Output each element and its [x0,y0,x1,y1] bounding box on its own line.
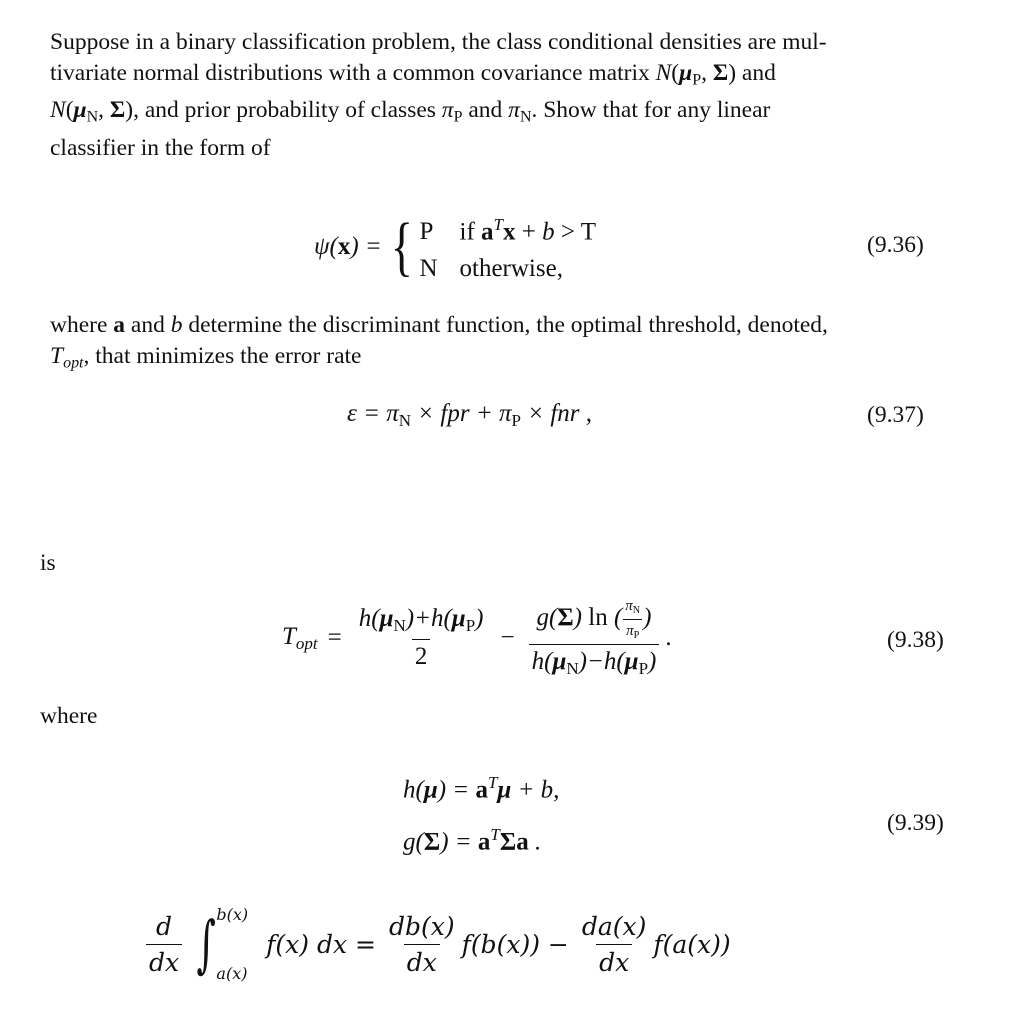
eq939-line-2: $g(\Sigma) = a^T\Sigma a$ . [403,825,542,856]
integral-upper-limit: b(x) [216,905,249,924]
eq938-frac1-den: 2 [412,639,431,671]
equation-9-36 [314,206,596,287]
eq938-frac2-num: g(Σ) ln ( $\frac{\pi_N}{\pi_P}$ ) [536,598,652,641]
equation-9-39 [403,760,559,865]
intro-line-3: $N(\mu_N$, Σ), and prior probability of classes $\pi_P$ and $\pi_N$. Show that for any linear [50,97,771,126]
eq938-lhs: $T_{opt}$ [282,622,318,653]
eq939-line-1: $h(\mu) = a^T\mu + b$, [403,773,560,804]
middle-paragraph [50,310,934,378]
integral-lower-limit: a(x) [216,964,248,983]
equation-number-9-38: (9.38) [887,627,944,653]
equation-number-9-39: (9.39) [887,810,944,836]
intro-paragraph [50,27,934,164]
eq938-frac2-den: $h(\mu_N)-h(\mu_P)$ [529,644,660,679]
leibniz-d-dx: $\frac{d}{dx}$ [146,912,182,977]
leibniz-db-dx: $\frac{db(x)}{dx}$ [388,911,455,977]
eq936-lhs: ψ(x) = [314,232,382,260]
intro-line-1: Suppose in a binary classification problem, the class conditional densities are mul- [50,29,827,55]
intro-line-4: classifier in the form of [50,134,271,161]
eq938-frac1-num: $h(\mu_N)+h(\mu_P)$ [358,605,484,636]
normal-p: N [655,60,672,86]
eq938-fraction-1 [356,605,487,671]
eq936-brace: { [390,209,413,283]
eq938-fraction-2 [529,598,660,678]
equation-9-37: $\varepsilon = \pi_N$ × fpr + $\pi_P$ × fnr , [347,400,592,430]
leibniz-integral: ∫ b(x) a(x) [196,905,249,983]
middle-line-1: where a and b determine the discriminant function, the optimal threshold, denoted, [50,312,828,338]
is-label: is [40,550,56,576]
equation-9-38: $T_{opt}$ = $\frac{h(\mu_N)+h(\mu_P)}{2}$ − g(Σ) ln ( $\frac{\pi_N}{\pi_P}$ ) $h(\mu_N)-h(\mu_P)$ . [282,598,672,678]
intro-line-2: tivariate normal distributions with a common covariance matrix $N(\mu_P$, Σ) and [50,60,776,89]
leibniz-formula: $\frac{d}{dx}$ ∫ b(x) a(x) f(x) dx = $\frac{db(x)}{dx}$ f(b(x)) − $\frac{da(x)}{dx}$ f(a(x)) [146,905,731,983]
equation-number-9-36: (9.36) [867,232,924,258]
middle-line-2: $T_{opt}$, that minimizes the error rate [50,343,362,372]
eq936-cases: P if $a^Tx + b > T$ N otherwise, [419,215,597,283]
equation-number-9-37: (9.37) [867,402,924,428]
leibniz-da-dx: $\frac{da(x)}{dx}$ [581,911,647,977]
where-label: where [40,703,98,729]
